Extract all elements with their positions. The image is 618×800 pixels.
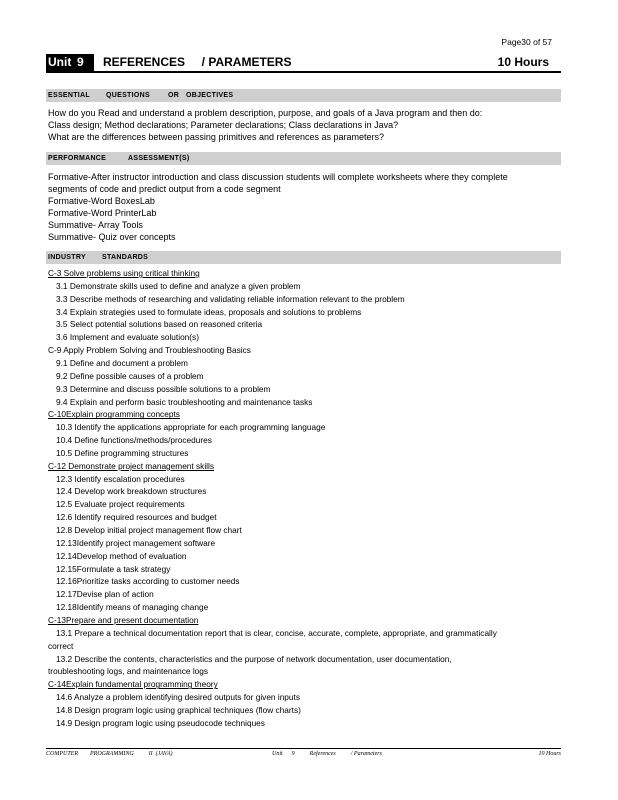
standard-item: 12.14Develop method of evaluation — [56, 550, 187, 561]
standard-item: 9.2 Define possible causes of a problem — [56, 370, 204, 381]
standard-item: 13.1 Prepare a technical documentation report that is clear, concise, accurate, complete, appropriate, and grammatically — [56, 627, 497, 638]
standard-item: 12.6 Identify required resources and budget — [56, 512, 217, 523]
standard-item: 10.4 Define functions/methods/procedures — [56, 435, 212, 445]
standard-item: 10.3 Identify the applications appropriate for each programming language — [56, 422, 326, 433]
section-label: ASSESSMENT(S) — [128, 155, 190, 162]
performance-text-line: Summative- Quiz over concepts — [48, 232, 176, 242]
essential-text-line: What are the differences between passing primitives and references as parameters? — [48, 132, 385, 142]
section-label: PERFORMANCE — [48, 155, 107, 162]
standard-item: 3.1 Demonstrate skills used to define and analyze a given problem — [56, 280, 301, 291]
standard-heading: C-3 Solve problems using critical thinking — [48, 268, 200, 278]
standard-heading: C-10Explain programming concepts — [48, 409, 180, 420]
performance-text-line: segments of code and predict output from a code segment — [48, 184, 281, 194]
standard-item: 14.9 Design program logic using pseudocode techniques — [56, 717, 265, 728]
standard-heading: C-13Prepare and present documentation — [48, 615, 199, 625]
standard-item-continued: troubleshooting logs, and maintenance logs — [48, 666, 209, 677]
unit-hours: 10 Hours — [497, 55, 549, 69]
unit-header — [46, 54, 561, 73]
footer-hours: 10 Hours — [538, 751, 561, 757]
standard-item: 12.4 Develop work breakdown structures — [56, 486, 207, 497]
standard-item: 13.2 Describe the contents, characteristics and the purpose of network documentation, user documentation, — [56, 653, 452, 664]
essential-text-line: How do you Read and understand a problem description, purpose, and goals of a Java program and then do: — [48, 108, 483, 118]
section-label: OR — [168, 92, 180, 99]
performance-text-line: Formative-After instructor introduction and class discussion students will complete worksheets where they complete — [48, 172, 508, 182]
performance-assessment-bar — [46, 152, 561, 165]
standard-item: 3.5 Select potential solutions based on reasoned criteria — [56, 319, 263, 330]
unit-title: REFERENCES / PARAMETERS — [103, 55, 292, 69]
unit-word: Unit — [48, 55, 72, 69]
performance-text-line: Formative-Word PrinterLab — [48, 208, 157, 218]
footer-course: COMPUTER PROGRAMMING II (JAVA) — [46, 751, 173, 757]
standard-item: 12.3 Identify escalation procedures — [56, 473, 185, 484]
standard-heading: C-12 Demonstrate project management skills — [48, 460, 215, 471]
standard-item: 12.5 Evaluate project requirements — [56, 499, 185, 510]
performance-text-line: Summative- Array Tools — [48, 220, 143, 230]
standard-item: 3.3 Describe methods of researching and validating reliable information relevant to the problem — [56, 293, 405, 304]
standard-item: 3.4 Explain strategies used to formulate ideas, proposals and solutions to problems — [56, 306, 362, 317]
standard-item: 12.17Devise plan of action — [56, 589, 154, 600]
essential-questions-bar — [46, 89, 561, 102]
standard-item: 12.8 Develop initial project management flow chart — [56, 525, 242, 535]
standard-item: 12.13Identify project management software — [56, 537, 216, 548]
page-footer — [46, 748, 561, 761]
standard-heading: C-9 Apply Problem Solving and Troubleshooting Basics — [48, 345, 251, 356]
unit-badge — [46, 54, 94, 71]
section-label: INDUSTRY — [48, 254, 86, 261]
standard-item-continued: correct — [48, 640, 74, 651]
standard-item: 10.5 Define programming structures — [56, 447, 189, 458]
standard-item: 9.1 Define and document a problem — [56, 357, 188, 368]
unit-number: 9 — [77, 55, 84, 69]
footer-unit: Unit 9 References / Parameters — [272, 751, 382, 757]
section-label: OBJECTIVES — [186, 92, 234, 99]
page-number: Page30 of 57 — [501, 37, 552, 47]
standard-heading: C-14Explain fundamental programming theory — [48, 679, 218, 690]
section-label: QUESTIONS — [106, 92, 150, 99]
performance-text-line: Formative-Word BoxesLab — [48, 196, 155, 206]
industry-standards-bar — [46, 251, 561, 264]
standard-item: 9.4 Explain and perform basic troubleshooting and maintenance tasks — [56, 396, 313, 407]
section-label: STANDARDS — [102, 254, 149, 261]
standard-item: 14.8 Design program logic using graphical techniques (flow charts) — [56, 704, 301, 715]
standard-item: 12.18Identify means of managing change — [56, 602, 209, 613]
standard-item: 12.16Prioritize tasks according to customer needs — [56, 576, 240, 587]
standard-item: 9.3 Determine and discuss possible solutions to a problem — [56, 383, 271, 394]
standard-item: 3.6 Implement and evaluate solution(s) — [56, 332, 199, 343]
standard-item: 12.15Formulate a task strategy — [56, 563, 171, 574]
essential-text-line: Class design; Method declarations; Parameter declarations; Class declarations in Java? — [48, 120, 399, 130]
section-label: ESSENTIAL — [48, 92, 90, 99]
standard-item: 14.6 Analyze a problem identifying desired outputs for given inputs — [56, 692, 300, 702]
